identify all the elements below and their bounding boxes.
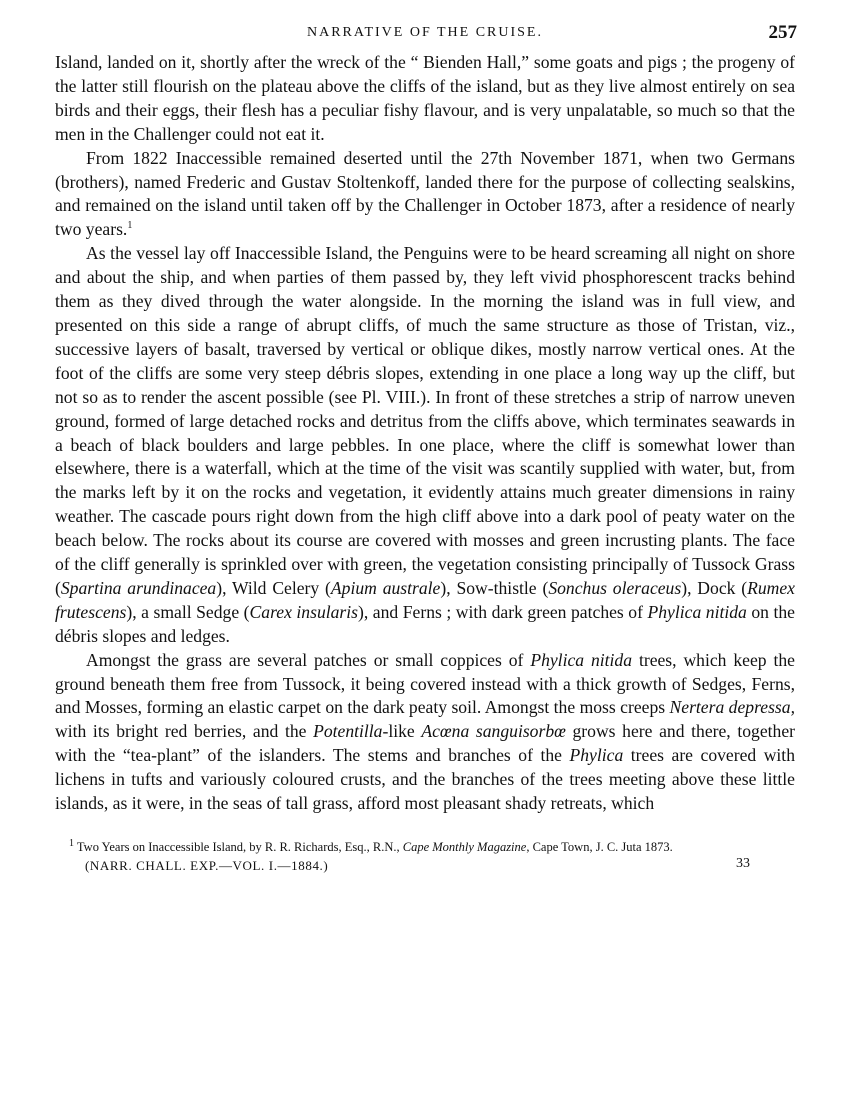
text-run: , Cape Town, J. C. Juta 1873. bbox=[526, 840, 673, 854]
text-run: trees, which keep the ground beneath them free from Tussock, it being covered instead with a thick growth of Sedges, Ferns, and Mosses, forming an elastic carpet on the dark peaty soil. Amongst the moss creeps bbox=[55, 649, 795, 718]
text-run: trees are covered with lichens in tufts and variously coloured crusts, and the branches of the trees meeting above these little islands, as it were, in the seas of tall grass, afford most pleasant shady retreats, which bbox=[55, 745, 795, 814]
running-title: NARRATIVE OF THE CRUISE. bbox=[307, 25, 543, 40]
text-run: with its bright red berries, and the bbox=[55, 721, 314, 742]
italic-text: Cape Monthly Magazine bbox=[402, 840, 527, 854]
paragraph bbox=[55, 51, 795, 147]
footnote-reference: 1 bbox=[127, 220, 133, 232]
text-run: Two Years on Inaccessible Island, by R. R. Richards, Esq., R.N., bbox=[76, 840, 403, 854]
italic-text: Rumex frutescens bbox=[55, 577, 795, 622]
italic-text: Nertera depressa, bbox=[669, 697, 795, 718]
paragraph bbox=[55, 147, 795, 243]
italic-text: Phylica bbox=[569, 745, 624, 766]
paragraph bbox=[55, 649, 795, 816]
footnote-marker: 1 bbox=[69, 837, 74, 849]
italic-text: Phylica nitida bbox=[647, 601, 747, 622]
italic-text: Potentilla bbox=[313, 721, 383, 742]
italic-text: Carex insularis bbox=[249, 601, 359, 622]
italic-text: Spartina arundinacea bbox=[60, 577, 217, 598]
text-run: ), Dock ( bbox=[681, 577, 748, 598]
footnote-text bbox=[77, 840, 673, 854]
text-run: on the débris slopes and ledges. bbox=[55, 601, 795, 646]
imprint-line: (NARR. CHALL. EXP.—VOL. I.—1884.) bbox=[85, 858, 329, 873]
italic-text: Acœna sanguisorbœ bbox=[421, 721, 566, 742]
paragraph bbox=[55, 242, 795, 648]
footnote bbox=[55, 836, 795, 858]
italic-text: Phylica nitida bbox=[530, 649, 633, 670]
text-run: ), a small Sedge ( bbox=[126, 601, 250, 622]
page bbox=[55, 22, 795, 882]
page-header bbox=[55, 22, 795, 48]
text-run: grows here and there, together with the “tea-plant” of the islanders. The stems and branches of the bbox=[55, 721, 795, 766]
text-run: ), and Ferns ; with dark green patches of bbox=[358, 601, 648, 622]
text-run: As the vessel lay off Inaccessible Island, the Penguins were to be heard screaming all night on shore and about the ship, and when parties of them passed by, they left vivid phosphorescent tracks behind them as they dived through the water alongside. In the morning the island was in full view, and presented on this side a range of abrupt cliffs, of much the same structure as those of Tristan, viz., successive layers of basalt, traversed by vertical or oblique dikes, mostly narrow vertical ones. At the foot of the cliffs are some very steep débris slopes, extending in one place a long way up the cliff, but not so as to render the ascent possible (see Pl. VIII.). In front of these stretches a strip of narrow uneven ground, formed of large detached rocks and detritus from the cliffs above, which terminates seawards in a beach of black boulders and large pebbles. In one place, where the cliff is somewhat lower than elsewhere, there is a waterfall, which at the time of the visit was scantily supplied with water, but, from the marks left by it on the rocks and vegetation, it evidently attains much greater dimensions in rainy weather. The cascade pours right down from the high cliff above into a dark pool of peaty water on the beach below. The rocks about its course are covered with mosses and green incrusting plants. The face of the cliff generally is sprinkled over with green, the vegetation consisting principally of Tussock Grass ( bbox=[55, 243, 795, 598]
text-run: ), Wild Celery ( bbox=[216, 577, 331, 598]
page-number: 257 bbox=[768, 22, 797, 43]
signature-mark: 33 bbox=[736, 856, 750, 871]
text-run: ), Sow-thistle ( bbox=[440, 577, 549, 598]
text-run: From 1822 Inaccessible remained deserted until the 27th November 1871, when two Germans (brothers), named Frederic and Gustav Stoltenkoff, landed there for the purpose of collecting sealskins, and remained on the island until taken off by the Challenger in October 1873, after a residence of nearly two years. bbox=[55, 147, 795, 240]
page-footer bbox=[55, 858, 795, 882]
text-run: Amongst the grass are several patches or small coppices of bbox=[86, 649, 531, 670]
text-run: Island, landed on it, shortly after the wreck of the “ Bienden Hall,” some goats and pigs ; the progeny of the latter still flourish on the plateau above the cliffs of the island, but as they live almost entirely on sea birds and their eggs, their flesh has a peculiar fishy flavour, and is very unpalatable, so much so that the men in the Challenger could not eat it. bbox=[55, 52, 795, 144]
italic-text: Sonchus oleraceus bbox=[548, 577, 682, 598]
text-run: -like bbox=[382, 721, 422, 742]
italic-text: Apium australe bbox=[330, 577, 441, 598]
body-text bbox=[55, 51, 795, 816]
